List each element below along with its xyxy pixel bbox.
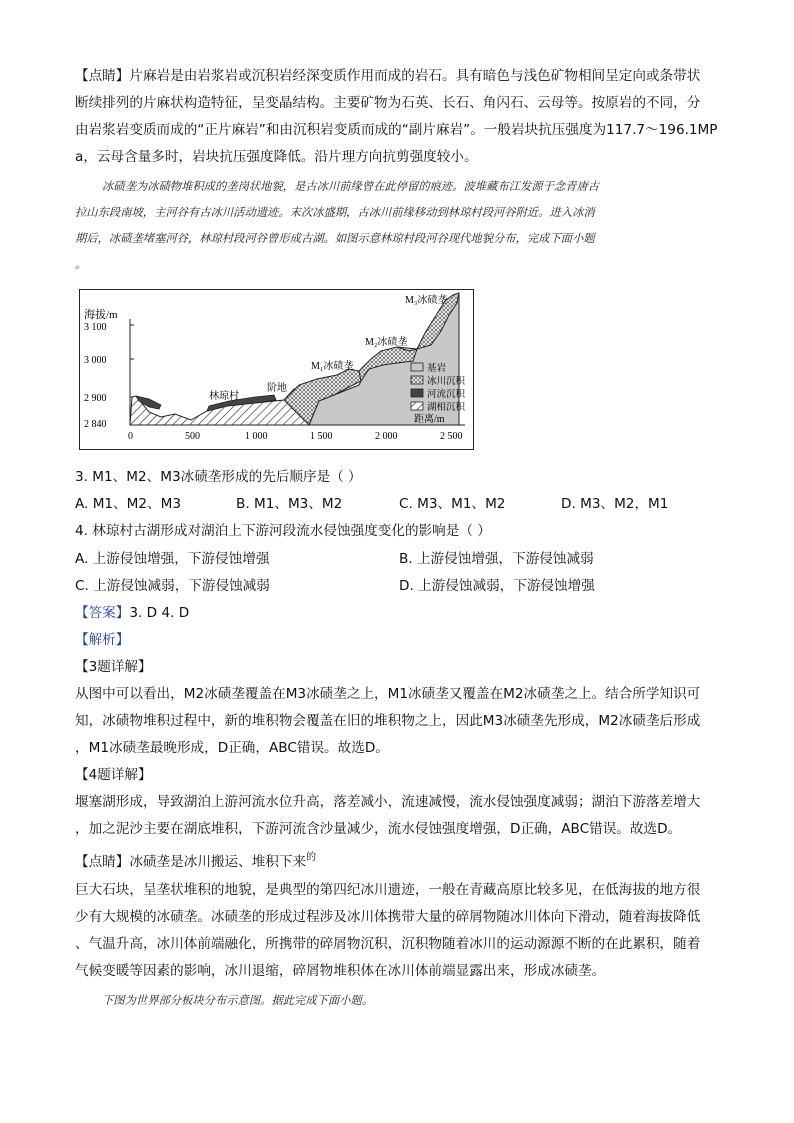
legend-river: 河流沉积 bbox=[427, 390, 466, 400]
q4-option-d: D. 上游侵蚀减弱，下游侵蚀增强 bbox=[399, 578, 595, 594]
q4-option-b: B. 上游侵蚀增强，下游侵蚀减弱 bbox=[399, 551, 594, 567]
legend-lake: 湖相沉积 bbox=[427, 403, 466, 413]
x-tick-2000: 2 000 bbox=[375, 431, 398, 442]
final-passage: 下图为世界部分板块分布示意图。据此完成下面小题。 bbox=[102, 994, 374, 1007]
legend-glacial: 冰川沉积 bbox=[427, 377, 466, 387]
q3-option-d: D. M3、M2，M1 bbox=[561, 496, 669, 512]
label-m3: M₃冰碛垄 bbox=[405, 295, 448, 306]
answer-body: 3. D 4. D bbox=[129, 605, 190, 621]
passage-line-1: 冰碛垄为冰碛物堆积成的垄岗状地貌，是古冰川前缘曾在此停留的痕迹。波堆藏布江发源于念青唐古 bbox=[102, 180, 600, 193]
answer-line bbox=[75, 603, 189, 623]
q3-option-b: B. M1、M3、M2 bbox=[236, 496, 343, 512]
note-line-4: a，云母含量多时，岩块抗压强度降低。沿片理方向抗剪强度较小。 bbox=[75, 149, 478, 165]
analysis-tag: 【解析】 bbox=[75, 632, 130, 648]
passage-line-3: 期后，冰碛垄堵塞河谷，林琼村段河谷曾形成古湖。如图示意林琼村段河谷现代地貌分布，完成下面小题 bbox=[75, 232, 595, 245]
question-4: 4. 林琼村古湖形成对湖泊上下游河段流水侵蚀强度变化的影响是（ ） bbox=[75, 523, 491, 539]
note2-line-5: 气候变暖等因素的影响，冰川退缩，碎屑物堆积体在冰川体前端显露出来，形成冰碛垄。 bbox=[75, 963, 606, 979]
q3-option-c: C. M3、M1、M2 bbox=[399, 496, 506, 512]
label-terrace: 阶地 bbox=[267, 383, 287, 394]
note2-line-4: 、气温升高，冰川体前端融化，所携带的碎屑物沉积，沉积物随着冰川的运动源源不断的在此累积，随着 bbox=[75, 936, 701, 952]
valley-profile-figure bbox=[79, 289, 474, 450]
note-line-2: 断续排列的片麻状构造特征，呈变晶结构。主要矿物为石英、长石、角闪石、云母等。按原岩的不同，分 bbox=[75, 95, 701, 111]
detail-4-line-2: ，加之泥沙主要在湖底堆积，下游河流含沙量减少，流水侵蚀强度增强，D正确，ABC错误。故选D。 bbox=[75, 821, 682, 837]
q4-option-c: C. 上游侵蚀减弱，下游侵蚀减弱 bbox=[75, 578, 270, 594]
label-m2: M₂冰碛垄 bbox=[365, 337, 408, 348]
label-m1: M₁冰碛垄 bbox=[311, 361, 354, 372]
detail-3-line-3: ，M1冰碛垄最晚形成，D正确，ABC错误。故选D。 bbox=[75, 740, 389, 756]
note-line-3: 由岩浆岩变质而成的“正片麻岩”和由沉积岩变质而成的“副片麻岩”。一般岩块抗压强度为117.7～196.1MP bbox=[75, 122, 718, 138]
note2-main: 【点睛】冰碛垄是冰川搬运、堆积下来 bbox=[75, 854, 307, 870]
detail-4-line-1: 堰塞湖形成，导致湖泊上游河流水位升高，落差减小，流速减慢，流水侵蚀强度减弱；湖泊下游落差增大 bbox=[75, 794, 701, 810]
detail-3-line-1: 从图中可以看出，M2冰碛垄覆盖在M3冰碛垄之上，M1冰碛垄又覆盖在M2冰碛垄之上。结合所学知识可 bbox=[75, 686, 701, 702]
x-tick-500: 500 bbox=[185, 431, 200, 442]
note2-line-1 bbox=[75, 852, 316, 874]
label-village: 林琼村 bbox=[209, 391, 239, 402]
passage-line-4: 。 bbox=[75, 258, 87, 271]
q3-option-a: A. M1、M2、M3 bbox=[75, 496, 182, 512]
note2-sup: 的 bbox=[306, 852, 317, 863]
y-axis-label: 海拔/m bbox=[84, 309, 118, 321]
note-line-1: 【点睛】片麻岩是由岩浆岩或沉积岩经深变质作用而成的岩石。具有暗色与浅色矿物相间呈定向或条带状 bbox=[75, 68, 701, 84]
q4-option-a: A. 上游侵蚀增强，下游侵蚀增强 bbox=[75, 551, 270, 567]
y-tick-2900: 2 900 bbox=[84, 393, 107, 404]
y-tick-3100: 3 100 bbox=[84, 322, 107, 333]
note2-line-3: 少有大规模的冰碛垄。冰碛垄的形成过程涉及冰川体携带大量的碎屑物随冰川体向下滑动，随着海拔降低 bbox=[75, 909, 701, 925]
question-3: 3. M1、M2、M3冰碛垄形成的先后顺序是（ ） bbox=[75, 469, 362, 485]
x-tick-1000: 1 000 bbox=[245, 431, 268, 442]
answer-tag: 【答案】 bbox=[75, 605, 130, 621]
passage-line-2: 拉山东段南坡，主河谷有古冰川活动遗迹。末次冰盛期，古冰川前缘移动到林琼村段河谷附近。进入冰消 bbox=[75, 206, 595, 219]
note2-line-2: 巨大石块，呈垄状堆积的地貌，是典型的第四纪冰川遗迹，一般在青藏高原比较多见，在低海拔的地方很 bbox=[75, 882, 701, 898]
x-tick-1500: 1 500 bbox=[310, 431, 333, 442]
detail-3-line-2: 知，冰碛物堆积过程中，新的堆积物会覆盖在旧的堆积物之上，因此M3冰碛垄先形成，M2冰碛垄后形成 bbox=[75, 713, 701, 729]
x-axis-label: 距离/m bbox=[414, 414, 445, 425]
detail-3-title: 【3题详解】 bbox=[75, 659, 152, 675]
x-tick-2500: 2 500 bbox=[440, 431, 463, 442]
y-tick-3000: 3 000 bbox=[84, 355, 107, 366]
detail-4-title: 【4题详解】 bbox=[75, 767, 152, 783]
y-tick-2840: 2 840 bbox=[84, 419, 107, 430]
legend-bedrock: 基岩 bbox=[427, 364, 447, 374]
x-tick-0: 0 bbox=[128, 431, 133, 442]
